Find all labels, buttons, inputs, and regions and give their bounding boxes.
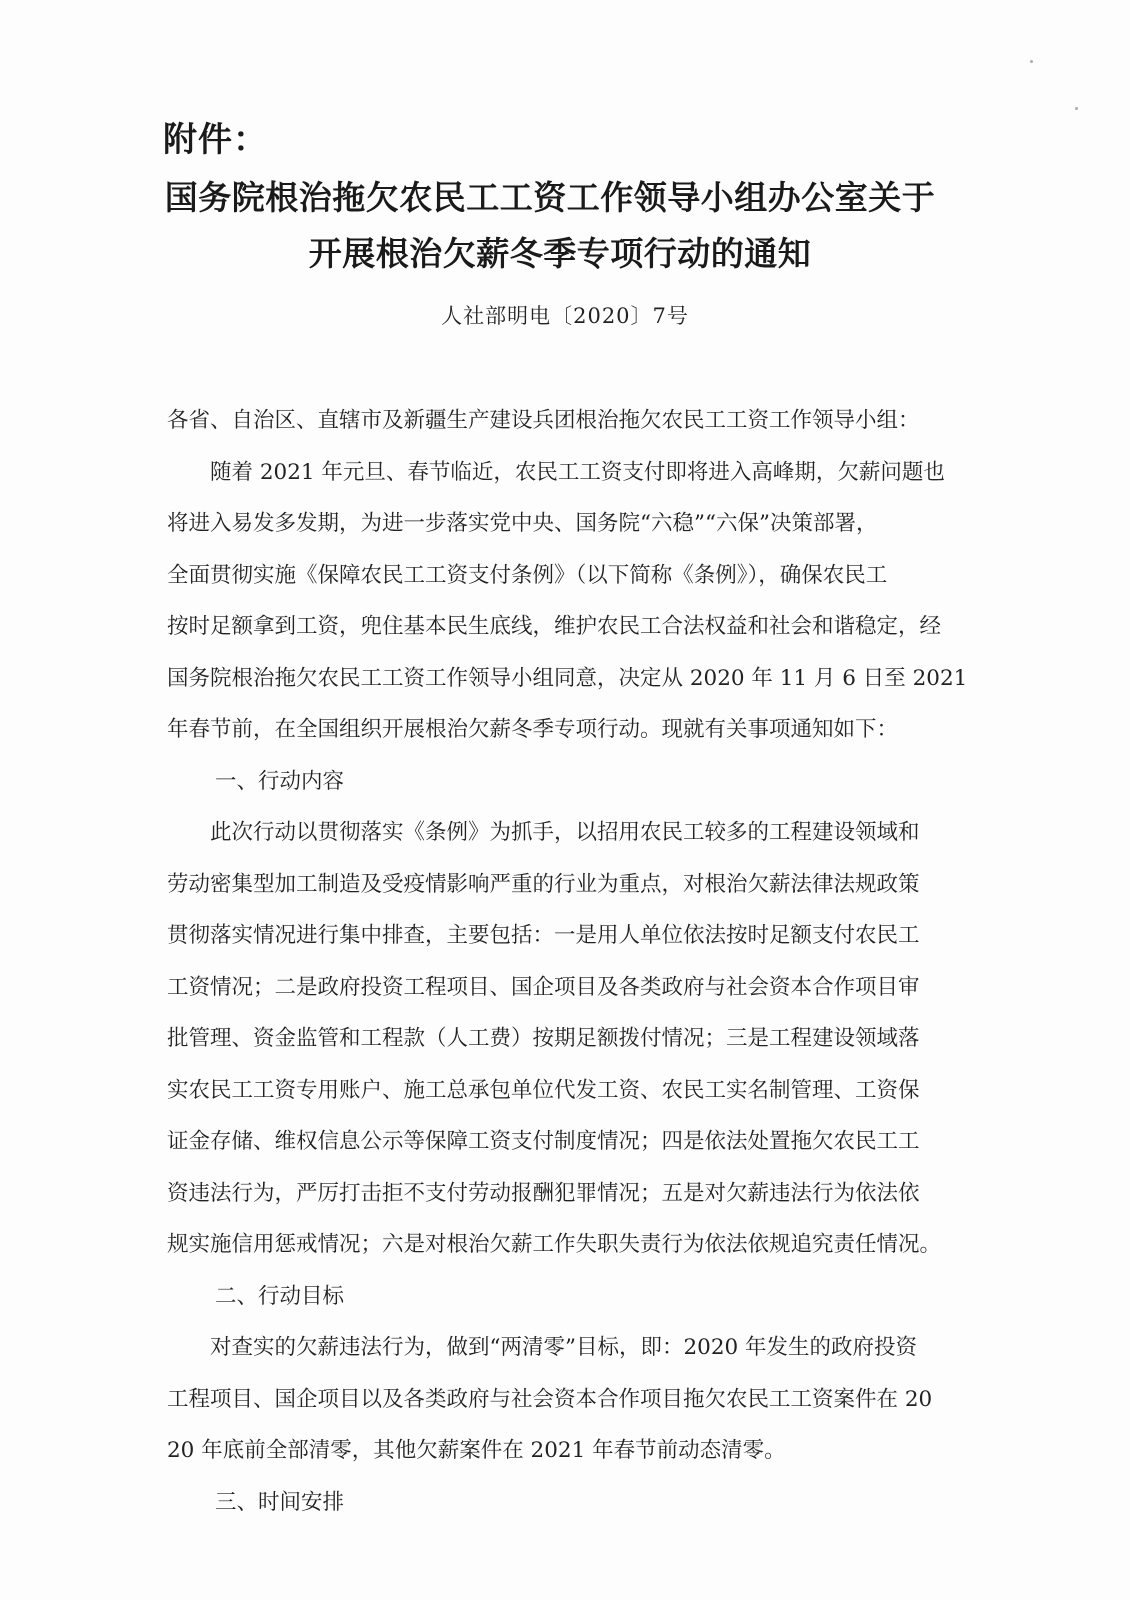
section-1-line: 证金存储、维权信息公示等保障工资支付制度情况；四是依法处置拖欠农民工工 <box>167 1129 920 1154</box>
document-title-line-2: 开展根治欠薪冬季专项行动的通知 <box>308 234 812 273</box>
section-1-line: 规实施信用惩戒情况；六是对根治欠薪工作失职失责行为依法依规追究责任情况。 <box>167 1232 942 1257</box>
intro-line: 年春节前，在全国组织开展根治欠薪冬季专项行动。现就有关事项通知如下： <box>167 717 899 742</box>
intro-line: 国务院根治拖欠农民工工资工作领导小组同意，决定从 2020 年 11 月 6 日至 2021 <box>167 665 968 691</box>
section-heading-3: 三、时间安排 <box>215 1489 345 1515</box>
scan-speck <box>1030 60 1033 63</box>
document-body <box>167 395 967 1528</box>
document-title-line-1: 国务院根治拖欠农民工工资工作领导小组办公室关于 <box>164 178 936 217</box>
intro-line: 全面贯彻实施《保障农民工工资支付条例》（以下简称《条例》），确保农民工 <box>167 562 888 588</box>
document-number: 人社部明电〔2020〕7号 <box>441 304 689 328</box>
section-1-line: 劳动密集型加工制造及受疫情影响严重的行业为重点，对根治欠薪法律法规政策 <box>167 871 920 897</box>
intro-line: 按时足额拿到工资，兜住基本民生底线，维护农民工合法权益和社会和谐稳定，经 <box>167 614 942 639</box>
section-2-line: 工程项目、国企项目以及各类政府与社会资本合作项目拖欠农民工工资案件在 20 <box>167 1386 933 1412</box>
section-1-line: 工资情况；二是政府投资工程项目、国企项目及各类政府与社会资本合作项目审 <box>167 974 920 1000</box>
section-1-line: 实农民工工资专用账户、施工总承包单位代发工资、农民工实名制管理、工资保 <box>167 1077 920 1103</box>
section-1-line: 此次行动以贯彻落实《条例》为抓手，以招用农民工较多的工程建设领域和 <box>210 820 920 845</box>
scan-speck <box>1075 107 1078 110</box>
section-1-line: 贯彻落实情况进行集中排查，主要包括：一是用人单位依法按时足额支付农民工 <box>167 923 920 948</box>
section-2-line: 20 年底前全部清零，其他欠薪案件在 2021 年春节前动态清零。 <box>167 1438 786 1463</box>
section-heading-2: 二、行动目标 <box>215 1283 345 1309</box>
section-1-line: 资违法行为，严厉打击拒不支付劳动报酬犯罪情况；五是对欠薪违法行为依法依 <box>167 1180 920 1206</box>
intro-line: 随着 2021 年元旦、春节临近，农民工工资支付即将进入高峰期，欠薪问题也 <box>210 459 945 485</box>
section-heading-1: 一、行动内容 <box>215 768 345 794</box>
attachment-label: 附件： <box>163 120 268 160</box>
section-1-line: 批管理、资金监管和工程款（人工费）按期足额拨付情况；三是工程建设领域落 <box>167 1026 920 1051</box>
section-2-line: 对查实的欠薪违法行为，做到“两清零”目标，即：2020 年发生的政府投资 <box>210 1335 918 1360</box>
salutation: 各省、自治区、直辖市及新疆生产建设兵团根治拖欠农民工工资工作领导小组： <box>167 408 920 433</box>
intro-line: 将进入易发多发期，为进一步落实党中央、国务院“六稳”“六保”决策部署， <box>167 511 878 536</box>
